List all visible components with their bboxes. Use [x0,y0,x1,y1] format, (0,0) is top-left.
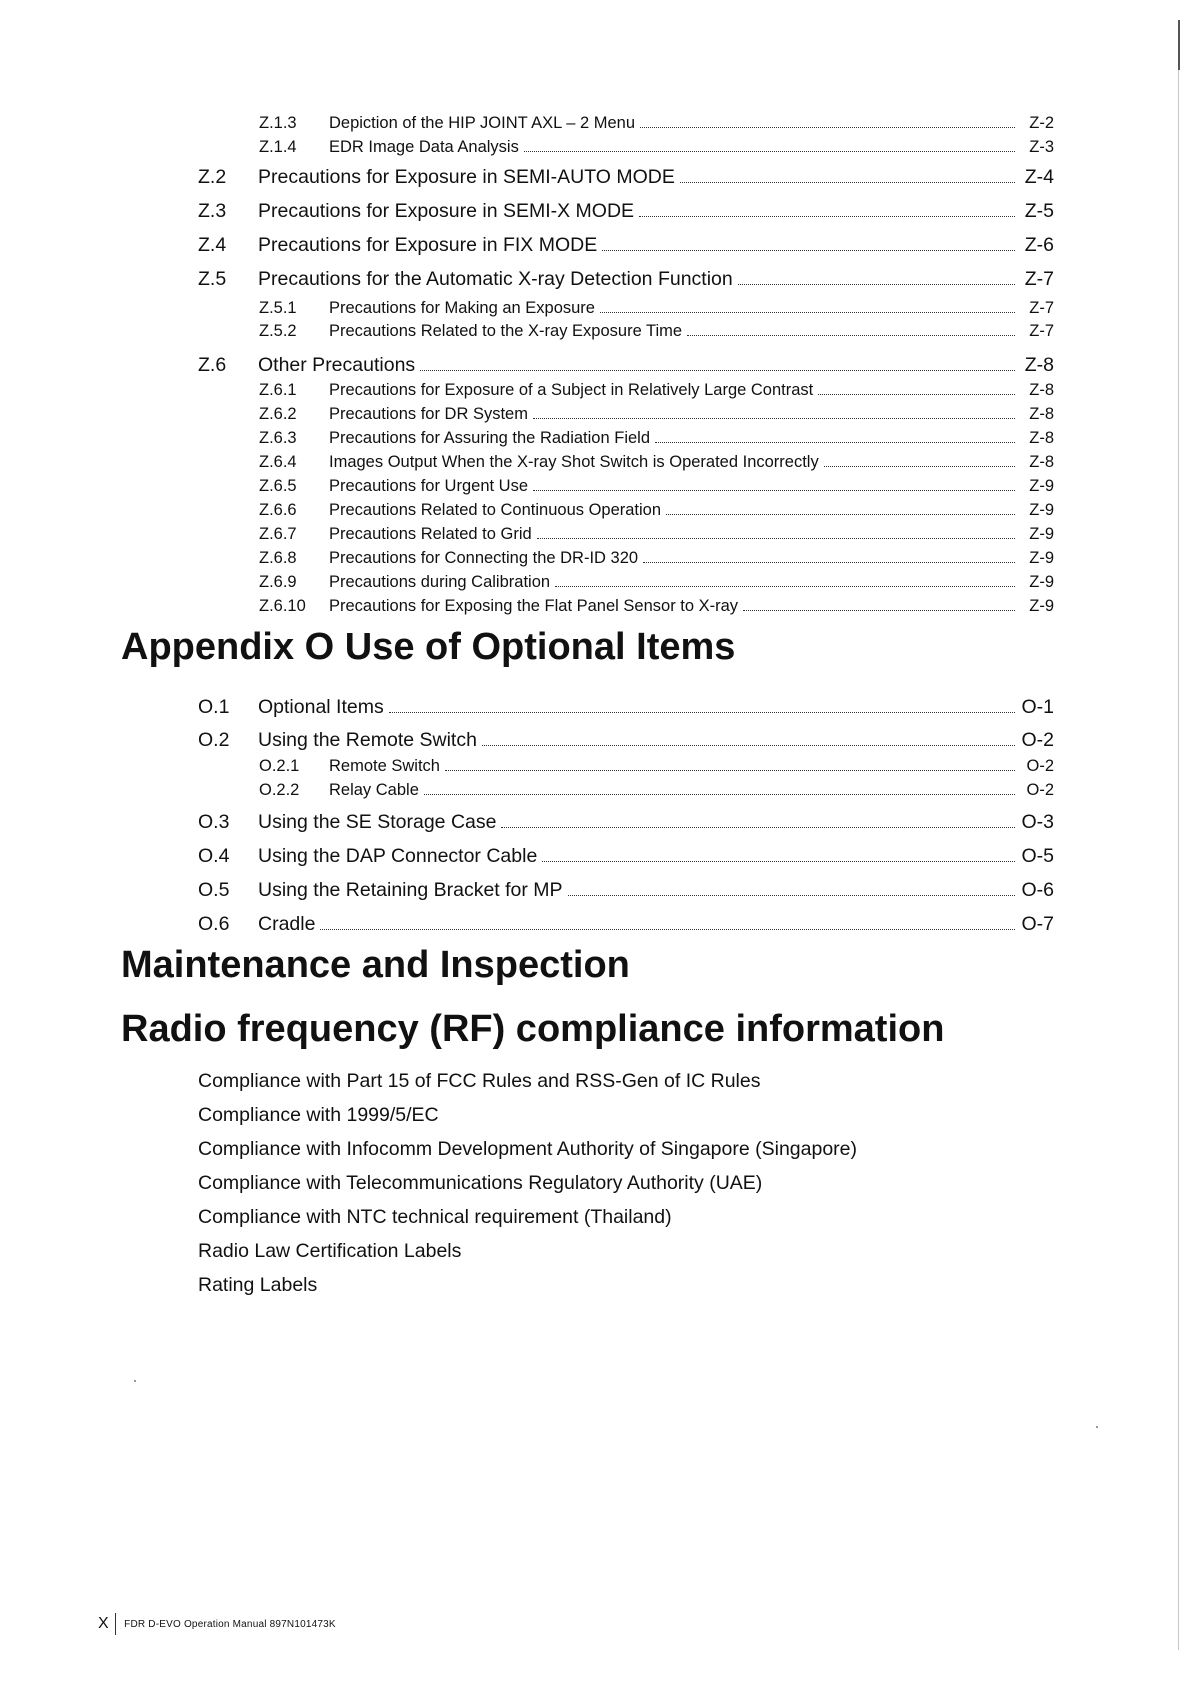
toc-entry-page: Z-7 [1024,268,1054,290]
dot-leader [445,770,1015,771]
toc-entry-title-line [258,729,1018,752]
toc-entry-title: Images Output When the X-ray Shot Switch is Operated Incorrectly [329,453,819,471]
toc-entry-page: O-3 [1021,811,1054,833]
rf-compliance-item[interactable]: Compliance with NTC technical requirement (Thailand) [198,1206,672,1228]
dot-leader [687,335,1015,336]
toc-entry-title: Precautions Related to Continuous Operation [329,501,662,519]
toc-entry-title: Depiction of the HIP JOINT AXL – 2 Menu [329,114,636,132]
toc-entry-title: Precautions for Assuring the Radiation Field [329,429,651,447]
toc-entry-title: Precautions Related to the X-ray Exposure Time [329,322,683,340]
toc-entry[interactable] [0,913,1191,937]
dot-leader [524,151,1015,152]
toc-entry[interactable] [0,597,1191,621]
dot-leader [643,562,1015,563]
toc-entry-number: O.1 [198,696,230,718]
toc-entry-page: Z-2 [1029,114,1054,132]
toc-entry-title-line [258,879,1018,902]
scan-speck [1096,1426,1098,1428]
toc-entry-page: O-7 [1021,913,1054,935]
toc-entry-title-line [258,166,1018,189]
toc-entry-title-line [329,381,1018,400]
toc-entry[interactable] [0,429,1191,453]
toc-entry-number: O.2.1 [259,757,300,775]
toc-entry-page: Z-9 [1029,501,1054,519]
dot-leader [320,929,1015,930]
toc-entry[interactable] [0,781,1191,805]
manual-title: FDR D-EVO Operation Manual 897N101473K [124,1618,336,1630]
toc-entry-title-line [329,501,1018,520]
toc-entry-title: Using the DAP Connector Cable [258,845,538,867]
scan-edge-line [1178,20,1179,1650]
toc-entry[interactable] [0,729,1191,753]
dot-leader [424,794,1015,795]
toc-entry-title-line [258,845,1018,868]
toc-entry[interactable] [0,234,1191,258]
toc-entry-number: Z.2 [198,166,227,188]
toc-entry-number: O.5 [198,879,230,901]
toc-entry[interactable] [0,501,1191,525]
toc-entry-number: Z.6.3 [259,429,297,447]
toc-entry-page: Z-5 [1024,200,1054,222]
toc-entry-number: Z.1.4 [259,138,297,156]
toc-entry[interactable] [0,268,1191,292]
toc-entry-page: Z-7 [1029,299,1054,317]
toc-entry-page: Z-7 [1029,322,1054,340]
dot-leader [420,370,1015,371]
toc-entry-title: Precautions for Exposure in FIX MODE [258,234,598,256]
toc-entry-title-line [329,477,1018,496]
toc-entry-number: Z.6 [198,354,227,376]
footer-divider [115,1613,117,1635]
dot-leader [555,586,1015,587]
page-label: X [98,1615,109,1632]
page-footer [98,1613,336,1635]
dot-leader [639,216,1015,217]
toc-entry[interactable] [0,573,1191,597]
toc-entry[interactable] [0,757,1191,781]
dot-leader [640,127,1015,128]
toc-entry-page: O-1 [1021,696,1054,718]
toc-entry-title-line [329,299,1018,318]
toc-entry-page: Z-9 [1029,549,1054,567]
toc-entry[interactable] [0,299,1191,323]
scan-edge-mark [1178,20,1180,70]
toc-entry-title: Other Precautions [258,354,416,376]
toc-entry-title-line [258,234,1018,257]
toc-entry[interactable] [0,453,1191,477]
toc-entry[interactable] [0,879,1191,903]
dot-leader [824,466,1015,467]
toc-entry-title-line [329,757,1018,776]
toc-entry-number: Z.5 [198,268,227,290]
toc-entry-number: Z.6.10 [259,597,306,615]
toc-entry[interactable] [0,811,1191,835]
toc-entry-title: Precautions for Exposure in SEMI-X MODE [258,200,635,222]
toc-entry-page: O-5 [1021,845,1054,867]
rf-compliance-item[interactable]: Compliance with Telecommunications Regulatory Authority (UAE) [198,1172,763,1194]
rf-compliance-item[interactable]: Compliance with Part 15 of FCC Rules and RSS-Gen of IC Rules [198,1070,761,1092]
toc-entry-title: Precautions for Exposure in SEMI-AUTO MODE [258,166,675,188]
toc-entry-title: Precautions for Urgent Use [329,477,529,495]
toc-entry-title-line [258,913,1018,936]
dot-leader [501,827,1015,828]
toc-entry-title-line [329,114,1018,133]
toc-entry-title: Remote Switch [329,757,440,775]
toc-entry-number: Z.3 [198,200,227,222]
dot-leader [743,610,1015,611]
toc-entry-page: Z-8 [1024,354,1054,376]
rf-compliance-item[interactable]: Compliance with Infocomm Development Authority of Singapore (Singapore) [198,1138,858,1160]
toc-entry-page: Z-6 [1024,234,1054,256]
toc-entry[interactable] [0,166,1191,190]
toc-entry-page: Z-4 [1024,166,1054,188]
toc-entry-number: Z.1.3 [259,114,297,132]
toc-entry-title-line [329,322,1018,341]
dot-leader [482,745,1015,746]
toc-entry-page: Z-9 [1029,573,1054,591]
toc-entry[interactable] [0,477,1191,501]
toc-entry-number: Z.5.2 [259,322,297,340]
toc-entry-page: O-6 [1021,879,1054,901]
toc-entry-title: Precautions Related to Grid [329,525,532,543]
toc-entry-number: O.2 [198,729,230,751]
dot-leader [655,442,1015,443]
toc-entry-title-line [258,354,1018,377]
toc-entry-number: Z.6.5 [259,477,297,495]
dot-leader [680,182,1015,183]
toc-entry[interactable] [0,696,1191,720]
toc-entry-number: Z.5.1 [259,299,297,317]
toc-entry[interactable] [0,405,1191,429]
toc-entry-page: Z-8 [1029,453,1054,471]
rf-compliance-item[interactable]: Compliance with 1999/5/EC [198,1104,439,1126]
scan-speck [134,1380,136,1382]
dot-leader [738,284,1015,285]
toc-entry[interactable] [0,322,1191,346]
dot-leader [537,538,1015,539]
toc-entry-title-line [329,405,1018,424]
toc-entry-title-line [258,268,1018,291]
toc-entry-title-line [329,573,1018,592]
toc-entry[interactable] [0,845,1191,869]
toc-entry-title-line [258,696,1018,719]
toc-entry[interactable] [0,354,1191,378]
toc-entry-number: Z.6.7 [259,525,297,543]
dot-leader [533,418,1015,419]
toc-entry-title-line [329,453,1018,472]
maintenance-heading: Maintenance and Inspection [121,944,630,986]
dot-leader [542,861,1015,862]
toc-entry-title-line [329,429,1018,448]
toc-entry-number: Z.6.6 [259,501,297,519]
toc-entry-page: O-2 [1026,781,1054,799]
toc-entry-number: Z.4 [198,234,227,256]
toc-entry[interactable] [0,138,1191,162]
dot-leader [389,712,1015,713]
toc-entry-number: Z.6.9 [259,573,297,591]
toc-entry-title: Optional Items [258,696,384,718]
dot-leader [600,312,1015,313]
toc-entry-title: Using the Retaining Bracket for MP [258,879,563,901]
toc-entry-title-line [329,549,1018,568]
toc-entry-title: Precautions for Exposure of a Subject in Relatively Large Contrast [329,381,814,399]
toc-entry-title: Precautions for Connecting the DR-ID 320 [329,549,639,567]
dot-leader [602,250,1015,251]
toc-entry-number: Z.6.2 [259,405,297,423]
toc-entry[interactable] [0,381,1191,405]
dot-leader [533,490,1015,491]
rf-compliance-item[interactable]: Rating Labels [198,1274,318,1296]
toc-entry[interactable] [0,114,1191,138]
rf-compliance-item[interactable]: Radio Law Certification Labels [198,1240,462,1262]
dot-leader [818,394,1015,395]
dot-leader [568,895,1015,896]
toc-entry-number: O.4 [198,845,230,867]
toc-entry-page: O-2 [1026,757,1054,775]
toc-entry-title: Relay Cable [329,781,419,799]
toc-entry[interactable] [0,549,1191,573]
toc-entry-number: Z.6.1 [259,381,297,399]
toc-entry-title-line [258,811,1018,834]
toc-entry-page: Z-8 [1029,405,1054,423]
toc-entry-page: Z-9 [1029,525,1054,543]
toc-entry-page: Z-8 [1029,429,1054,447]
toc-entry-title: Precautions for Making an Exposure [329,299,595,317]
toc-entry-title: EDR Image Data Analysis [329,138,519,156]
toc-entry[interactable] [0,525,1191,549]
toc-entry-number: Z.6.8 [259,549,297,567]
toc-entry-page: O-2 [1021,729,1054,751]
toc-entry[interactable] [0,200,1191,224]
toc-entry-title: Precautions for the Automatic X-ray Detection Function [258,268,733,290]
toc-entry-number: O.3 [198,811,230,833]
toc-entry-number: Z.6.4 [259,453,297,471]
toc-entry-title-line [329,597,1018,616]
toc-entry-title: Precautions for DR System [329,405,528,423]
dot-leader [666,514,1015,515]
toc-entry-number: O.6 [198,913,230,935]
toc-entry-page: Z-3 [1029,138,1054,156]
toc-entry-title-line [329,525,1018,544]
toc-entry-title-line [258,200,1018,223]
toc-entry-page: Z-8 [1029,381,1054,399]
toc-entry-page: Z-9 [1029,477,1054,495]
toc-entry-title: Using the Remote Switch [258,729,477,751]
toc-entry-title: Precautions for Exposing the Flat Panel Sensor to X-ray [329,597,739,615]
toc-entry-number: O.2.2 [259,781,300,799]
toc-entry-page: Z-9 [1029,597,1054,615]
toc-entry-title: Cradle [258,913,316,935]
appendix-o-heading: Appendix O Use of Optional Items [121,626,736,668]
toc-entry-title-line [329,781,1018,800]
toc-entry-title: Using the SE Storage Case [258,811,497,833]
toc-entry-title-line [329,138,1018,157]
toc-entry-title: Precautions during Calibration [329,573,551,591]
rf-heading: Radio frequency (RF) compliance information [121,1008,945,1050]
